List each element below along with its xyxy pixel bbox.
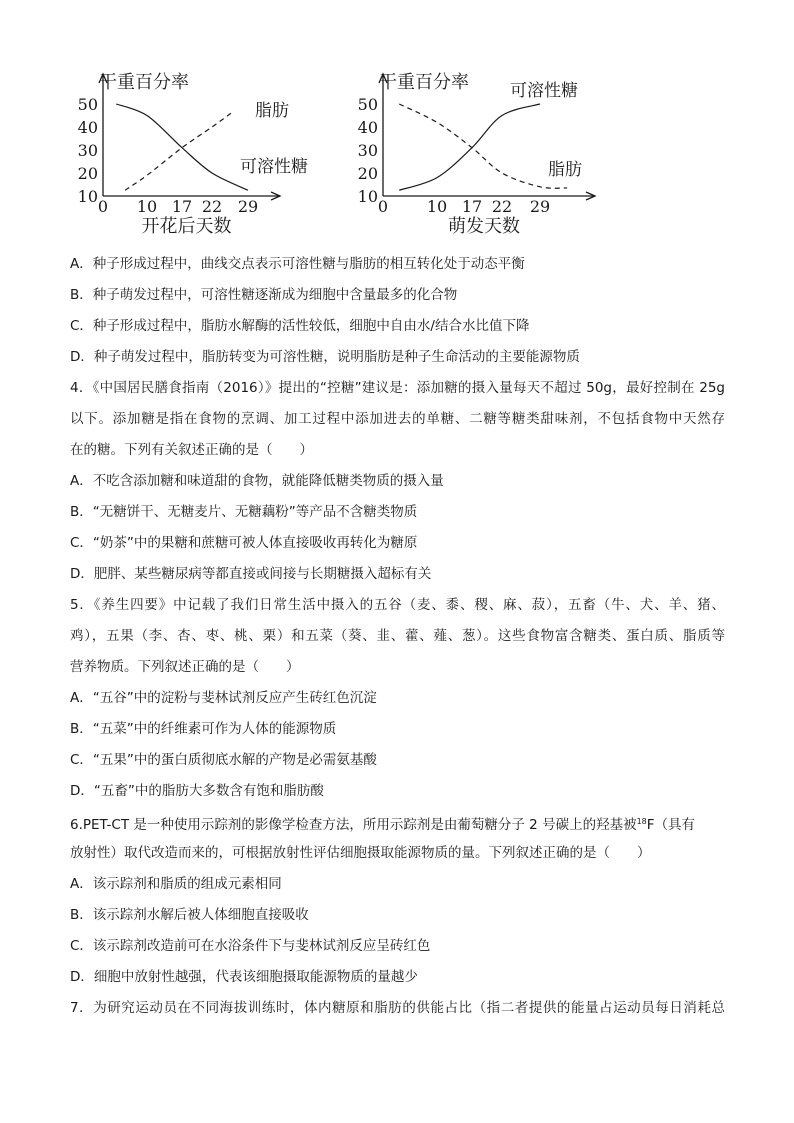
question-5-line-2: 鸡），五果（李、杏、枣、桃、栗）和五菜（葵、韭、藿、薤、葱）。这些食物富含糖类、蛋白质、脂质等 [70,628,725,644]
option-b-q6: B．该示踪剂水解后被人体细胞直接吸收 [70,907,309,923]
x-tick-label: 10 [426,197,448,216]
y-tick-label: 50 [357,95,378,114]
question-5-line-3: 营养物质。下列叙述正确的是（ ） [70,659,300,675]
y-tick-label: 50 [77,95,98,114]
chart-flowering [70,66,330,242]
question-6-line-1 [70,812,695,835]
option-a-q6: A．该示踪剂和脂质的组成元素相同 [70,876,282,892]
x-tick-label: 10 [136,197,158,216]
option-d-q3: D．种子萌发过程中，脂肪转变为可溶性糖，说明脂肪是种子生命活动的主要能源物质 [70,349,580,365]
isotope-superscript: 18 [636,817,647,826]
option-c-q3: C．种子形成过程中，脂肪水解酶的活性较低，细胞中自由水/结合水比值下降 [70,318,530,334]
option-a-q3: A．种子形成过程中，曲线交点表示可溶性糖与脂肪的相互转化处于动态平衡 [70,256,525,272]
question-6-line-1-text: 6.PET-CT 是一种使用示踪剂的影像学检查方法，所用示踪剂是由葡萄糖分子 2 号碳上的羟基被 [70,817,637,833]
option-a-q4: A．不吃含添加糖和味道甜的食物，就能降低糖类物质的摄入量 [70,473,444,489]
x-tick-label: 17 [171,197,193,216]
y-axis-label: 干重百分率 [379,72,469,93]
x-tick-label: 0 [97,197,109,216]
series-line-solid [116,104,248,190]
option-c-q5: C．“五果”中的蛋白质彻底水解的产物是必需氨基酸 [70,752,377,768]
series-line-solid [399,104,540,190]
y-tick-label: 30 [357,141,378,160]
y-axis-label: 干重百分率 [99,72,189,93]
x-tick-label: 17 [461,197,483,216]
figure-charts [70,66,600,242]
y-tick-label: 10 [77,187,98,206]
x-axis-label: 萌发天数 [448,216,520,237]
question-4-line-2: 以下。添加糖是指在食物的烹调、加工过程中添加进去的单糖、二糖等糖类甜味剂，不包括食物中天然存 [70,411,725,427]
option-b-q5: B．“五菜”中的纤维素可作为人体的能源物质 [70,721,337,737]
series-line-dashed [125,112,233,190]
y-tick-label: 40 [77,118,98,137]
option-d-q4: D．肥胖、某些糖尿病等都直接或间接与长期糖摄入超标有关 [70,566,432,582]
question-4-line-3: 在的糖。下列有关叙述正确的是（ ） [70,442,313,458]
question-5-line-1: 5．《养生四要》中记载了我们日常生活中摄入的五谷（麦、黍、稷、麻、菽），五畜（牛、犬、羊、猪、 [70,597,725,613]
y-tick-label: 40 [357,118,378,137]
question-6-line-2: 放射性）取代改造而来的，可根据放射性评估细胞摄取能源物质的量。下列叙述正确的是（ ） [70,845,651,861]
option-d-q6: D．细胞中放射性越强，代表该细胞摄取能源物质的量越少 [70,969,418,985]
series-label: 脂肪 [255,101,289,121]
option-c-q4: C．“奶茶”中的果糖和蔗糖可被人体直接吸收再转化为糖原 [70,535,418,551]
chart-germination [350,66,620,242]
option-d-q5: D．“五畜”中的脂肪大多数含有饱和脂肪酸 [70,783,324,799]
question-4-line-1: 4．《中国居民膳食指南（2016）》提出的“控糖”建议是：添加糖的摄入量每天不超过 50g，最好控制在 25g [70,380,725,396]
series-label: 可溶性糖 [240,157,308,177]
option-c-q6: C．该示踪剂改造前可在水浴条件下与斐林试剂反应呈砖红色 [70,938,431,954]
x-tick-label: 22 [201,197,223,216]
x-tick-label: 29 [529,197,551,216]
x-tick-label: 29 [237,197,259,216]
series-label: 可溶性糖 [510,81,578,101]
option-a-q5: A．“五谷”中的淀粉与斐林试剂反应产生砖红色沉淀 [70,690,377,706]
y-tick-label: 20 [77,164,98,183]
series-line-dashed [399,104,567,188]
x-tick-label: 0 [377,197,389,216]
question-6-line-1-end: F（具有 [646,817,696,833]
option-b-q4: B．“无糖饼干、无糖麦片、无糖藕粉”等产品不含糖类物质 [70,504,418,520]
y-tick-label: 30 [77,141,98,160]
option-b-q3: B．种子萌发过程中，可溶性糖逐渐成为细胞中含量最多的化合物 [70,287,458,303]
y-tick-label: 10 [357,187,378,206]
question-7-line-1: 7．为研究运动员在不同海拔训练时，体内糖原和脂肪的供能占比（指二者提供的能量占运动员每日消耗总 [70,1000,725,1016]
series-label: 脂肪 [548,160,582,180]
x-tick-label: 22 [491,197,513,216]
x-axis-label: 开花后天数 [141,216,232,237]
y-tick-label: 20 [357,164,378,183]
